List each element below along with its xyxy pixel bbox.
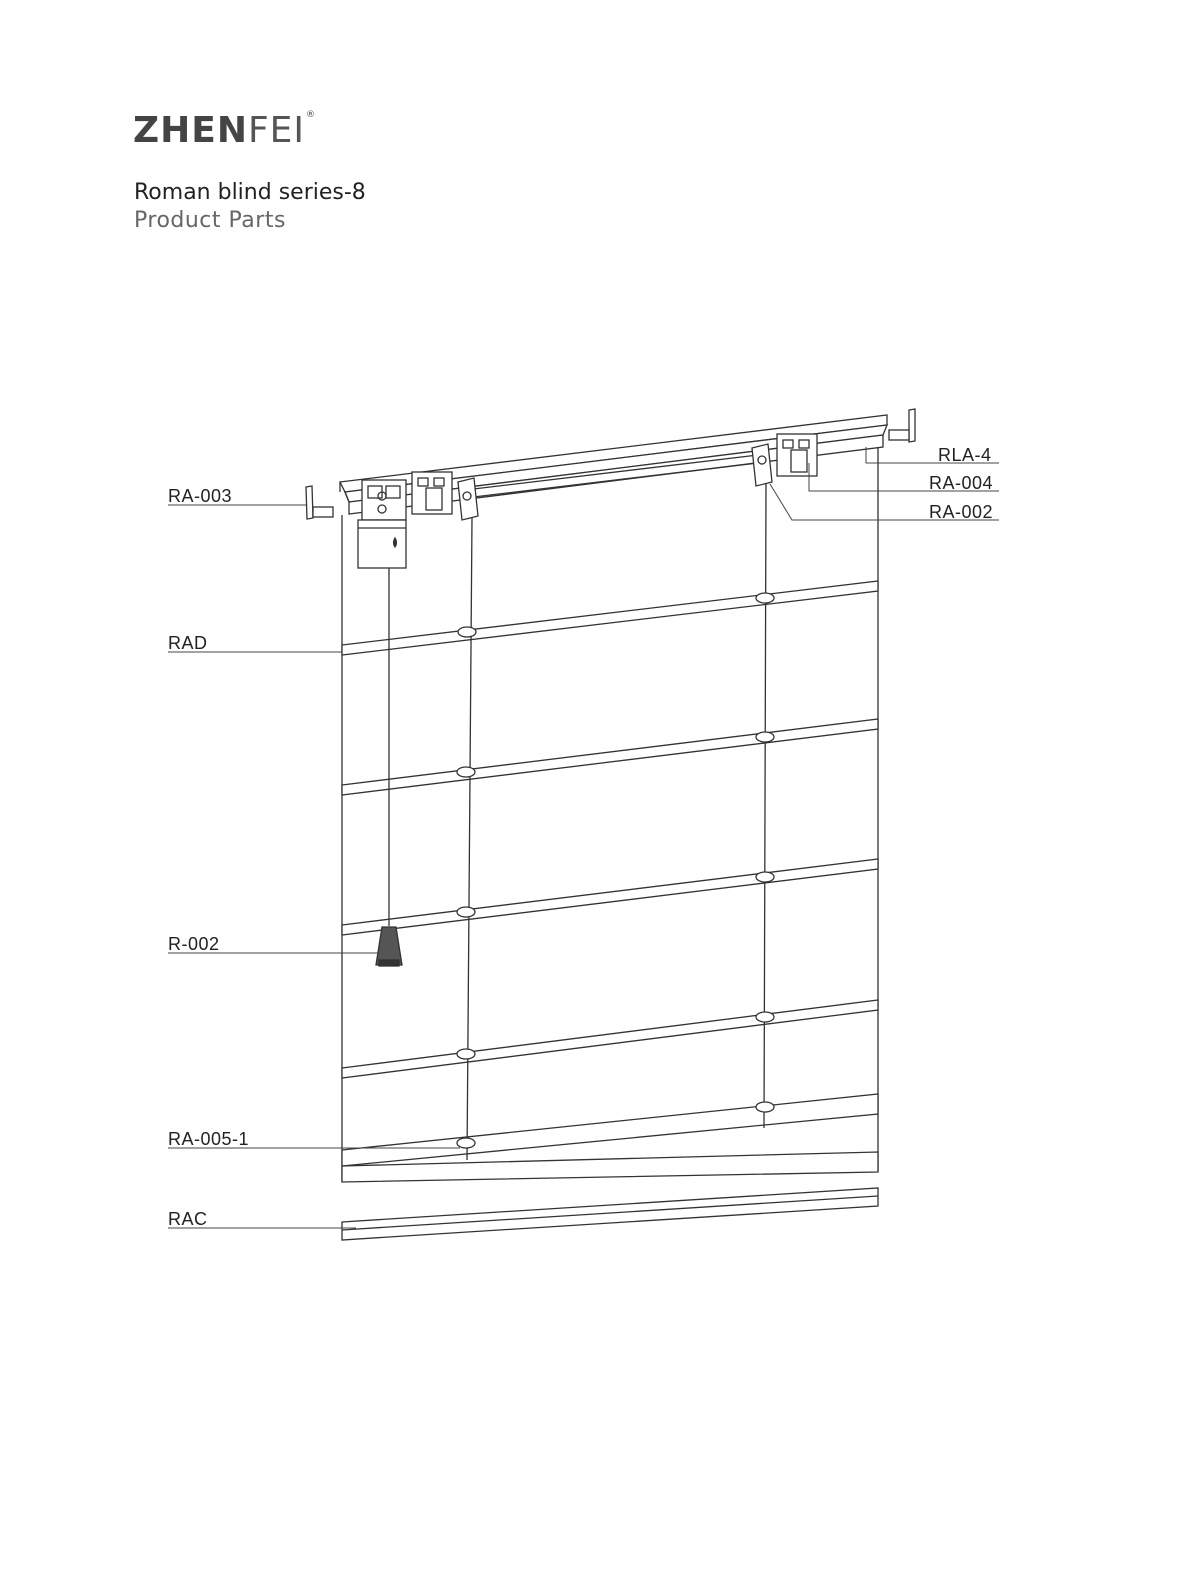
brand-name-light: FEI <box>247 110 306 151</box>
end-cap-right <box>889 409 915 442</box>
bottom-bar <box>342 1188 878 1240</box>
label-ra-005-1: RA-005-1 <box>168 1129 250 1149</box>
label-rla-4: RLA-4 <box>938 445 992 465</box>
end-cap-left <box>306 486 333 519</box>
cord-rings <box>457 593 774 1148</box>
label-r-002: R-002 <box>168 934 220 954</box>
label-ra-004: RA-004 <box>929 473 994 493</box>
cord-weight <box>376 927 402 966</box>
carrier-right <box>777 434 817 476</box>
fabric-panel <box>342 447 878 1182</box>
cord-lock-assembly <box>358 480 406 568</box>
label-rad: RAD <box>168 633 208 653</box>
pulley-left <box>458 478 478 520</box>
page-subtitle: Product Parts <box>134 208 286 233</box>
rods <box>342 581 878 1182</box>
label-ra-002: RA-002 <box>929 502 994 522</box>
label-rac: RAC <box>168 1209 208 1229</box>
brand-name-bold: ZHEN <box>133 110 248 151</box>
carrier-left <box>412 472 452 514</box>
page-title: Roman blind series-8 <box>134 180 366 205</box>
registered-mark: ® <box>306 110 317 120</box>
label-ra-003: RA-003 <box>168 486 233 506</box>
pulley-right <box>752 444 772 486</box>
